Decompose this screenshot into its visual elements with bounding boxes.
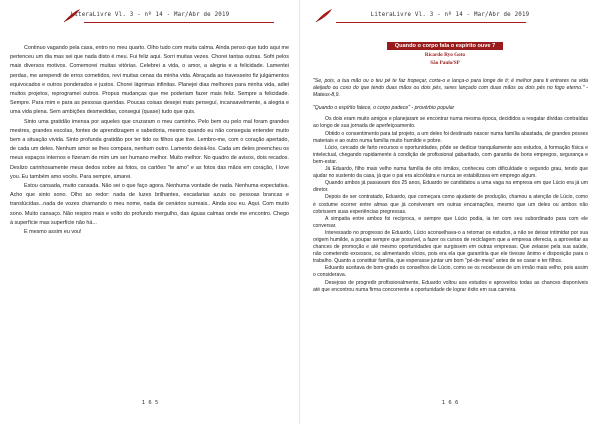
author-name: Ricardo Ryo Goto: [424, 52, 466, 58]
paragraph: Os dois eram muito amigos e planejaram se encontrar numa mesma época, decididos a resgatar dívidas contraídas ao longo de sua jornada de aperfeiçoamento.: [313, 116, 588, 130]
journal-title: LiteraLivre Vl. 3 - nº 14 - Mar/Abr de 2019: [70, 12, 230, 18]
chapter-title: Quando o corpo fala o espírito ouve 7: [387, 42, 503, 50]
paragraph: E mesmo assim eu vou!: [24, 229, 82, 236]
page-number: 1 6 6: [441, 400, 459, 406]
epigraph-proverb: "Quando o espírito falece, o corpo padece" - provérbio popular: [313, 105, 455, 112]
paragraph: Eduardo aceitava de bom-grado os conselhos de Lúcio, como se os recebesse de um irmão mais velho, pois assim o considerava.: [313, 265, 588, 279]
paragraph: Desejoso de progredir profissionalmente, Eduardo voltou aos estudos e aproveitou todas as chances disponíveis até que encontrou numa firma concorrente a oportunidade de lograr êxito em sua carreira.: [313, 279, 588, 293]
paragraph: Interessado no progresso de Eduardo, Lúcio aconselhava-o a retomar os estudos, a não se deixar intimidar por sua origem humilde, a poupar sempre que possível, a fazer os cursos de reciclagem que a empresa oferecia, a aproveitar as chances de promoção e até mesmo oportunidades que surgissem em outras empresas. Que zelasse pela sua saúde, não cometendo excessos, ou alimentando vícios, pois era ela que garantiria que ele tivesse ânimo e disposição para o trabalho. Quanto a constituir família, que esperasse juntar um bom "pé-de-meia" antes de se casar e ter filhos.: [313, 229, 588, 265]
paragraph: Quando ambos já passavam dos 25 anos, Eduardo se candidatou a uma vaga na empresa em que Lúcio era já um diretor.: [313, 180, 588, 194]
paragraph: Continuo vagando pela casa, entro no meu quarto. Olho tudo com muita calma. Ainda penso que tudo aqui me pertenceu um dia mas sei que nada disto é meu. Fui feliz aqui. Sorri muitas vezes. Chorei tantas outras. Sofri pelos mais diversos motivos. Comemorei muitas vitórias. Celebrei a vida, o amor, a alegria e a felicidade. Lamentei perdas, me arrependi de erros cometidos, revi muitas cenas da minha vida. Abraçada ao travesseiro fiz julgamentos equivocados e outros ponderados e justos. Chorei lágrimas infinitas. Planejei dias melhores para minha vida, adiei muitos projetos, reprogramei outros. Propus mudanças que me poderiam fazer mais feliz. Sempre a felicidade. Sempre. Para mim e para as pessoas queridas. Poucas coisas desejei mais perseguí, incansavelmente, a alegria e uma vida plena. Sem ambições desmedidas, consegui (quase) tudo que quis.: [10, 45, 289, 116]
header-rule: [336, 22, 526, 23]
paragraph: A simpatia entre ambos foi recíproca, e sempre que Lúcio podia, ia ter com seu subordinado para com ele conversar.: [313, 215, 588, 229]
article-body: [10, 44, 289, 237]
header-rule: [84, 22, 274, 23]
paragraph: Já Eduardo, filho mais velho numa família de oito irmãos, conheceu com dificuldade o segundo grau, tendo que ajudar no sustento da casa, já que o pai era alcoólatra e nunca se estabilizava em emprego algum.: [313, 166, 588, 180]
page-number: 1 6 5: [141, 400, 159, 406]
right-page-header: [300, 5, 600, 25]
article-body: [313, 78, 588, 294]
epigraph-quote: "Se, pois, a tua mão ou o teu pé te faz tropeçar, corta-o e lança-o para longe de ti; é melhor para ti entrares na vida aleijado ou coxo do que tendo duas mãos ou dois pés, seres lançado com duas mãos ou dois pés no fogo eterno." - Mateus-8,9.: [313, 78, 588, 99]
journal-title: LiteraLivre Vl. 3 - nº 14 - Mar/Abr de 2019: [370, 12, 530, 18]
author-location: São Paulo/SP: [430, 60, 460, 66]
right-page: [300, 0, 600, 424]
paragraph: Sinto uma gratidão imensa por aqueles que cruzaram o meu caminho. Pelo bem ou pelo mal foram grandes mestres, grandes escolas, fontes de aprendizagem e sabedoria, mesmo quando eu não conseguia entender muito bem a situação vivida. Sinto profunda gratidão por ter tido os filhos que tive. Lembro-me, com o coração apertado, de cada um deles. Nenhum amor se lhes compara, nenhum outro. Lamento deixá-los. Cada um deles preencheu os meus espaços internos e fizeram de mim um ser humano melhor. Muito melhor. No quadro de avisos, dois recados. Deslizo carinhosamente meus dedos sobre as fotos, os cartões "te amo" e as fotos das mãos em coração, I love you. Eu também amo vocês. Para sempre, amarei.: [10, 118, 289, 180]
paragraph: Lúcio, cercado de farto recursos e oportunidades, pôde se dedicar tranquilamente aos estudos, à formação física e intelectual, chegando rapidamente à condição de profissional gabaritado, com garantia de bons empregos, segurança e bem-estar.: [313, 144, 588, 165]
paragraph: Obtido o consentimento para tal projeto, a um deles foi destinado nascer numa família abastada, de grandes posses materiais e ao outro numa família muito humilde e pobre.: [313, 130, 588, 144]
paragraph: Depois de ser contratado, Eduardo, que começara como ajudante de produção, chamou a atenção de Lúcio, como é costume ocorrer entre almas que já conviveram em outras encarnações, mesmo que um deles ou ambos não cobrissem suas experiências pregressas.: [313, 194, 588, 215]
left-page-header: [0, 5, 300, 25]
paragraph: Estou cansada, muito cansada. Não sei o que faço agora. Nenhuma vontade de nada. Nenhuma expectativa. Acho que sinto sono. Olho ao redor: nada de luzes brilhantes, escadarias azuis ou pessoas brancas e translúcidas...nada de vozes chamando o meu nome, nada de cenários surreais.. Ainda sou eu. Aqui. Com muito sono. Muito cansaço. Não respiro mais e volto do profundo mergulho, das águas calmas onde me encontro. Chego à superfície mas superfície não há...: [10, 183, 289, 226]
